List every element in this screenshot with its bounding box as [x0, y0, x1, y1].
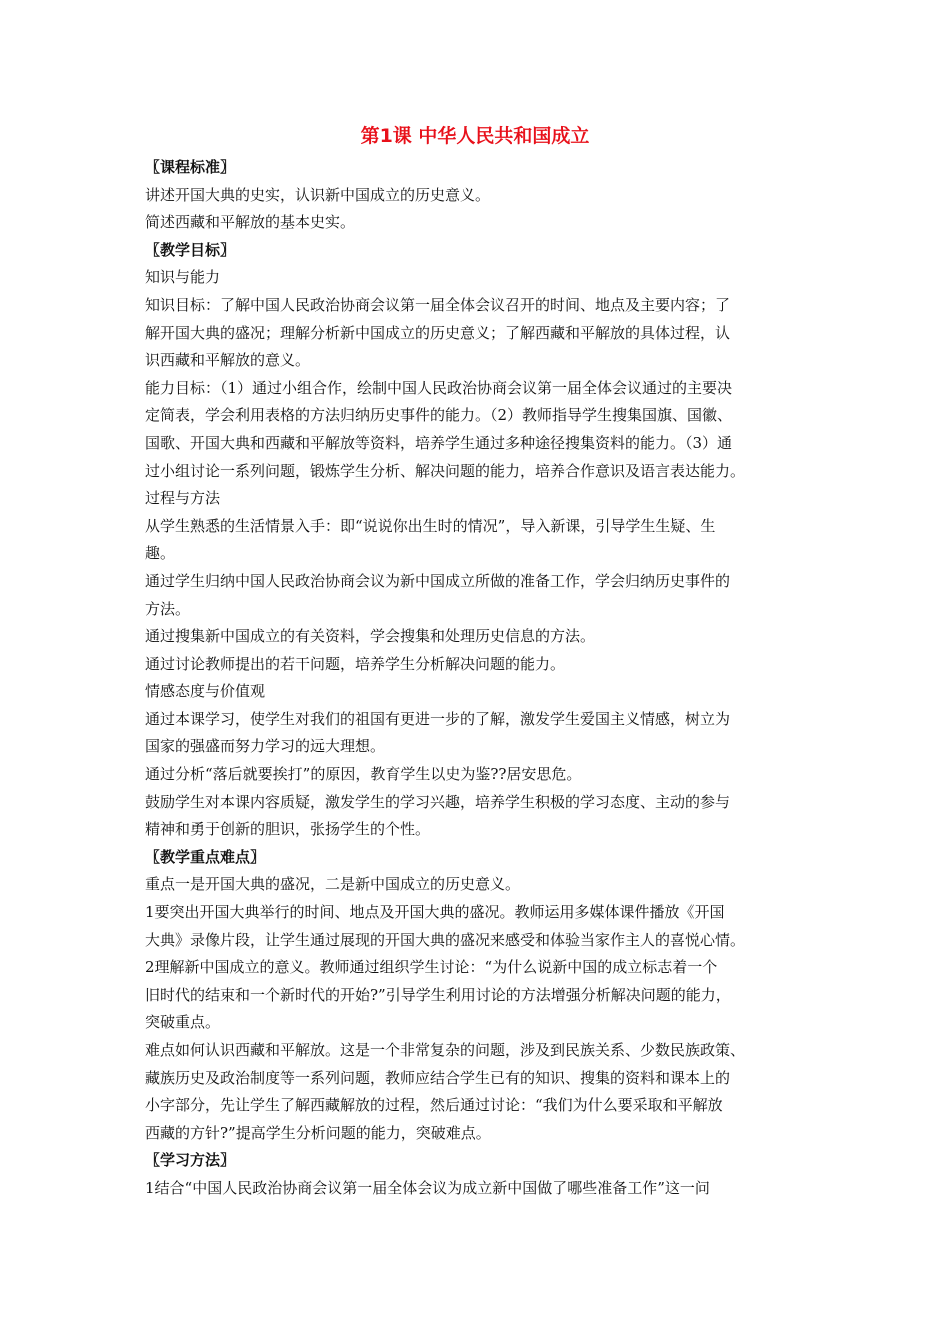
text-line: 从学生熟悉的生活情景入手：即“说说你出生时的情况”，导入新课，引导学生生疑、生: [145, 516, 716, 535]
text-line: 讲述开国大典的史实，认识新中国成立的历史意义。: [145, 185, 491, 204]
text-line: 趣。: [145, 544, 176, 563]
text-line: 西藏的方针?”提高学生分析问题的能力，突破难点。: [145, 1123, 491, 1142]
text-line: 通过学生归纳中国人民政治协商会议为新中国成立所做的准备工作，学会归纳历史事件的: [145, 571, 731, 590]
text-line: 通过分析“落后就要挨打”的原因，教育学生以史为鉴??居安思危。: [145, 765, 582, 784]
text-line: 过小组讨论一系列问题，锻炼学生分析、解决问题的能力，培养合作意识及语言表达能力。: [145, 461, 746, 480]
section-heading: 〖学习方法〗: [145, 1151, 236, 1170]
subsection-heading: 情感态度与价值观: [145, 682, 266, 701]
text-line: 1结合“中国人民政治协商会议第一届全体会议为成立新中国做了哪些准备工作”这一问: [145, 1178, 710, 1197]
page-title: 第1课 中华人民共和国成立: [360, 125, 590, 147]
section-heading: 〖教学重点难点〗: [145, 847, 266, 866]
text-line: 大典》录像片段，让学生通过展现的开国大典的盛况来感受和体验当家作主人的喜悦心情。: [145, 930, 746, 949]
document-content: [145, 118, 805, 1203]
text-line: 通过讨论教师提出的若干问题，培养学生分析解决问题的能力。: [145, 654, 566, 673]
text-line: 通过搜集新中国成立的有关资料，学会搜集和处理历史信息的方法。: [145, 627, 596, 646]
text-line: 知识目标：了解中国人民政治协商会议第一届全体会议召开的时间、地点及主要内容；了: [145, 295, 731, 314]
text-line: 突破重点。: [145, 1013, 221, 1032]
text-line: 精神和勇于创新的胆识，张扬学生的个性。: [145, 820, 431, 839]
text-line: 重点一是开国大典的盛况，二是新中国成立的历史意义。: [145, 875, 521, 894]
text-line: 藏族历史及政治制度等一系列问题，教师应结合学生已有的知识、搜集的资料和课本上的: [145, 1068, 731, 1087]
text-line: 通过本课学习，使学生对我们的祖国有更进一步的了解，激发学生爱国主义情感，树立为: [145, 709, 731, 728]
text-line: 旧时代的结束和一个新时代的开始?”引导学生利用讨论的方法增强分析解决问题的能力，: [145, 985, 731, 1004]
text-line: 识西藏和平解放的意义。: [145, 351, 311, 370]
document-body: [145, 154, 805, 1203]
text-line: 国家的强盛而努力学习的远大理想。: [145, 737, 386, 756]
text-line: 1要突出开国大典举行的时间、地点及开国大典的盛况。教师运用多媒体课件播放《开国: [145, 903, 725, 922]
text-line: 解开国大典的盛况；理解分析新中国成立的历史意义；了解西藏和平解放的具体过程，认: [145, 323, 731, 342]
text-line: 定简表，学会利用表格的方法归纳历史事件的能力。（2）教师指导学生搜集国旗、国徽、: [145, 406, 733, 425]
text-line: 难点如何认识西藏和平解放。这是一个非常复杂的问题，涉及到民族关系、少数民族政策、: [145, 1041, 746, 1059]
text-line: 小字部分，先让学生了解西藏解放的过程，然后通过讨论：“我们为什么要采取和平解放: [145, 1096, 723, 1115]
text-line: 简述西藏和平解放的基本史实。: [145, 213, 356, 232]
subsection-heading: 过程与方法: [145, 489, 221, 508]
text-line: 2理解新中国成立的意义。教师通过组织学生讨论：“为什么说新中国的成立标志着一个: [145, 958, 718, 977]
subsection-heading: 知识与能力: [145, 268, 221, 287]
text-line: 方法。: [145, 599, 191, 618]
text-line: 能力目标：（1）通过小组合作，绘制中国人民政治协商会议第一届全体会议通过的主要决: [145, 378, 733, 397]
section-heading: 〖教学目标〗: [145, 240, 236, 259]
section-heading: 〖课程标准〗: [145, 158, 236, 176]
text-line: 鼓励学生对本课内容质疑，激发学生的学习兴趣，培养学生积极的学习态度、主动的参与: [145, 792, 731, 811]
text-line: 国歌、开国大典和西藏和平解放等资料，培养学生通过多种途径搜集资料的能力。（3）通: [145, 433, 733, 452]
